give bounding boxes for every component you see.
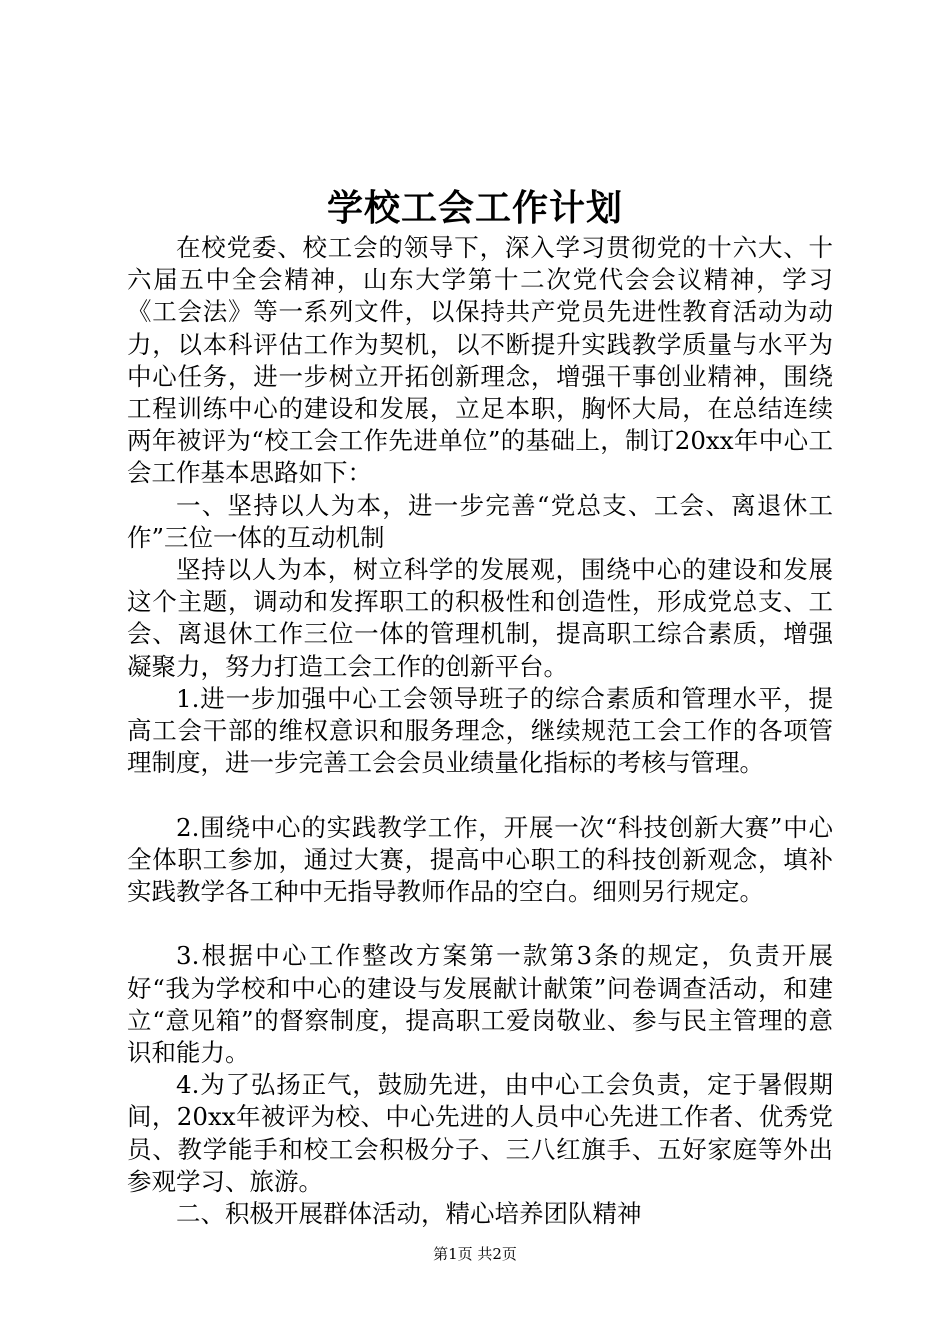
- list-item-1: 1.进一步加强中心工会领导班子的综合素质和管理水平，提高工会干部的维权意识和服务理念，继续规范工会工作的各项管理制度，进一步完善工会会员业绩量化指标的考核与管理。: [127, 683, 833, 778]
- document-body: [127, 232, 833, 1230]
- page-footer: 第1页 共2页: [433, 1245, 517, 1263]
- page-title: 学校工会工作计划: [326, 187, 623, 229]
- list-item-2: 2.围绕中心的实践教学工作，开展一次“科技创新大赛”中心全体职工参加，通过大赛，提高中心职工的科技创新观念，填补实践教学各工种中无指导教师作品的空白。细则另行规定。: [127, 812, 833, 907]
- section-heading-2: 二、积极开展群体活动，精心培养团队精神: [176, 1199, 642, 1229]
- section-heading-1: 一、坚持以人为本，进一步完善“党总支、工会、离退休工作”三位一体的互动机制: [127, 490, 833, 552]
- section-1-paragraph: 坚持以人为本，树立科学的发展观，围绕中心的建设和发展这个主题，调动和发挥职工的积极性和创造性，形成党总支、工会、离退休工作三位一体的管理机制，提高职工综合素质，增强凝聚力，努力打造工会工作的创新平台。: [127, 555, 833, 681]
- intro-paragraph: 在校党委、校工会的领导下，深入学习贯彻党的十六大、十六届五中全会精神，山东大学第十二次党代会会议精神，学习《工会法》等一系列文件，以保持共产党员先进性教育活动为动力，以本科评估工作为契机，以不断提升实践教学质量与水平为中心任务，进一步树立开拓创新理念，增强干事创业精神，围绕工程训练中心的建设和发展，立足本职，胸怀大局，在总结连续两年被评为“校工会工作先进单位”的基础上，制订20xx年中心工会工作基本思路如下：: [127, 233, 833, 488]
- list-item-3: 3.根据中心工作整改方案第一款第3条的规定，负责开展好“我为学校和中心的建设与发展献计献策”问卷调查活动，和建立“意见箱”的督察制度，提高职工爱岗敬业、参与民主管理的意识和能力。: [127, 941, 833, 1068]
- list-item-4: 4.为了弘扬正气，鼓励先进，由中心工会负责，定于暑假期间，20xx年被评为校、中心先进的人员中心先进工作者、优秀党员、教学能手和校工会积极分子、三八红旗手、五好家庭等外出参观学习、旅游。: [127, 1070, 833, 1196]
